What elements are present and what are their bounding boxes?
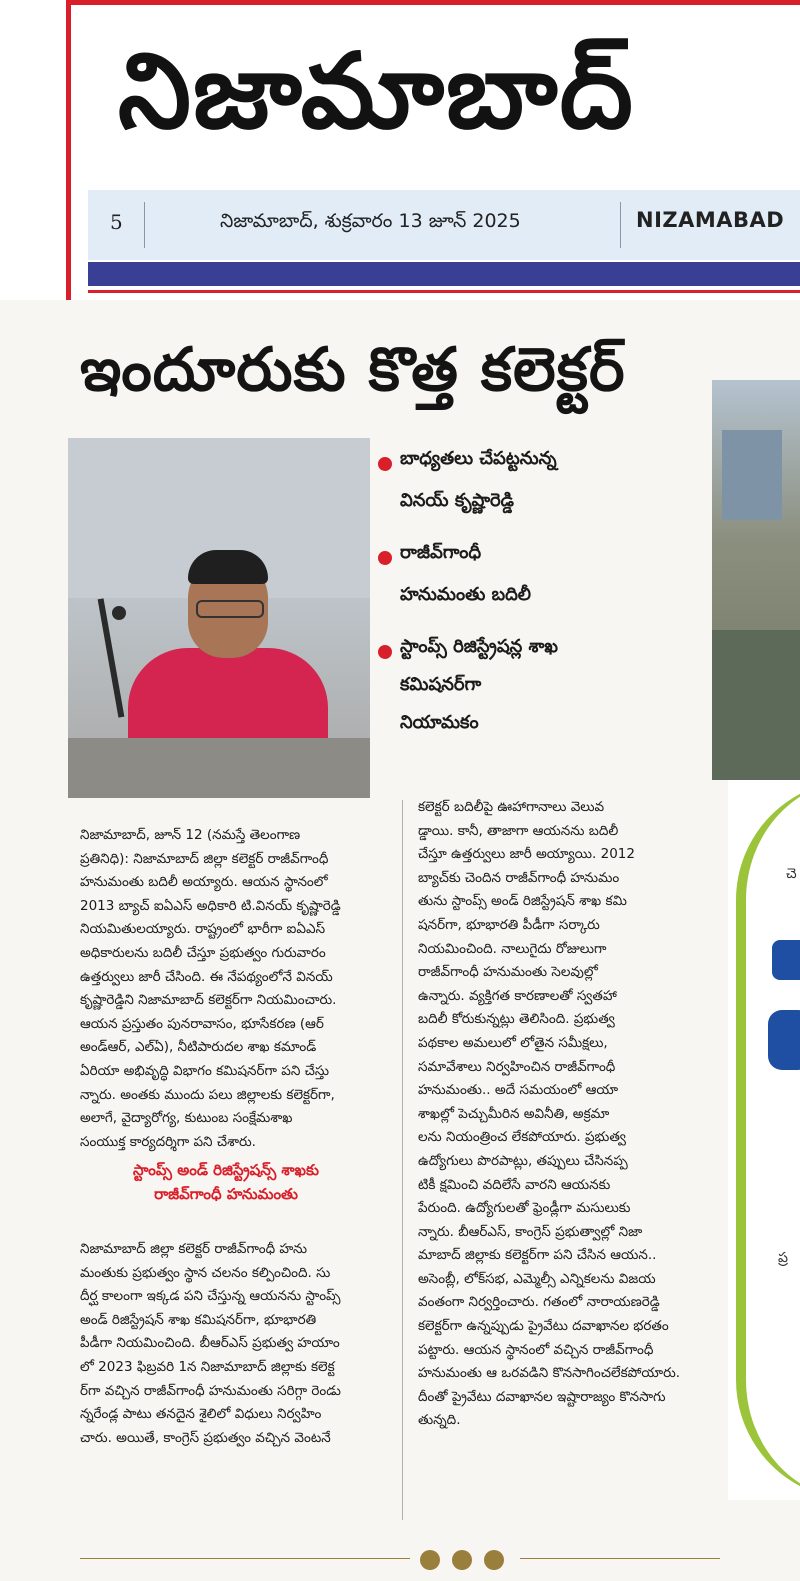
bullet-dot-icon (378, 551, 392, 565)
masthead (0, 0, 800, 300)
article-line: పథకాల అమలులో లోతైన సమీక్షలు, (418, 1034, 608, 1051)
article-line: ఆయన ప్రస్తుతం పునరావాసం, భూసేకరణ (ఆర్ (80, 1015, 324, 1032)
dateline-separator (620, 202, 621, 248)
photo-desk (68, 738, 370, 798)
article-line: పేరుంది. ఉద్యోగులతో ఫ్రెండ్లీగా మసులుకు (418, 1200, 631, 1217)
article-line: సంయుక్త కార్యదర్శిగా పని చేశారు. (80, 1133, 256, 1150)
bullet-line: రాజీవ్‌గాంధీ (400, 542, 482, 563)
article-line: లను నియంత్రించ లేకపోయారు. ప్రభుత్వ (418, 1129, 626, 1146)
masthead-blue-band (88, 262, 800, 286)
article-line: తున్నది. (418, 1412, 461, 1429)
article-line: ఉన్నారు. వ్యక్తిగత కారణాలతో స్వతహా (418, 987, 617, 1004)
article-line: దీంతో ప్రైవేటు దవాఖానల ఇష్టారాజ్యం కొనసాగు (418, 1388, 666, 1405)
article-line: కలెక్టర్‌గా ఉన్నప్పుడు ప్రైవేటు దవాఖానల భరతం (418, 1318, 669, 1335)
article-line: అసెంబ్లీ, లోక్‌సభ, ఎమ్మెల్సీ ఎన్నికలను విజయ (418, 1270, 656, 1287)
article-line: ప్రతినిధి): నిజామాబాద్ జిల్లా కలెక్టర్ రాజీవ్‌గాంధీ (80, 850, 329, 867)
article-line: కలెక్టర్ బదిలీపై ఊహాగానాలు వెలువ (418, 799, 605, 815)
article-column-left-continued (80, 1238, 372, 1450)
bullet-dot-icon (378, 645, 392, 659)
article-line: నియమితులయ్యారు. రాష్ట్రంలో భారీగా ఐఏఎస్ (80, 921, 326, 938)
article-line: ఉత్తర్వులు జారీ చేసింది. ఈ నేపథ్యంలోనే వినయ్ (80, 968, 333, 985)
article-line: న్నారు. అంతకు ముందు పలు జిల్లాలకు కలెక్టర్‌గా, (80, 1086, 335, 1103)
green-arc-decoration (736, 780, 800, 1500)
article-line: నిజామాబాద్ జిల్లా కలెక్టర్ రాజీవ్‌గాంధీ హను (80, 1241, 308, 1257)
photo-person-hair (188, 550, 268, 584)
photo-building (722, 430, 782, 520)
article-line: నిజామాబాద్, జూన్ 12 (నమస్తే తెలంగాణ (80, 827, 301, 843)
article-line: రాజీవ్‌గాంధీ హనుమంతు సెలవుల్లో (418, 964, 598, 981)
adjacent-story-photo (712, 380, 800, 780)
dateline-separator (144, 202, 145, 248)
bullet-line: కమిషనర్‌గా (400, 674, 482, 695)
article-line: న్నరేండ్ల పాటు తనదైన శైలిలో విధులు నిర్వహిం (80, 1406, 322, 1423)
bullet-line: బాధ్యతలు చేపట్టనున్న (400, 448, 557, 469)
article-line: మాబాద్ జిల్లాకు కలెక్టర్‌గా పని చేసిన ఆయన.. (418, 1247, 657, 1264)
bullet-dot-icon (378, 457, 392, 471)
collector-photo (68, 438, 370, 798)
article-line: అండ్ఆర్, ఎల్ఏ), నీటిపారుదల శాఖ కమాండ్ (80, 1039, 317, 1056)
article-line: ఉద్యోగులు పొరపాట్లు, తప్పులు చేసినప్ప (418, 1152, 628, 1169)
blue-text-fragment (772, 940, 800, 980)
article-line: అలాగే, వైద్యారోగ్య, కుటుంబ సంక్షేమశాఖ (80, 1110, 293, 1127)
ornament-dot-icon (452, 1550, 472, 1570)
article-line: వంతంగా నిర్వర్తించారు. గతంలో నారాయణరెడ్డి (418, 1294, 660, 1311)
edition-name: NIZAMABAD (636, 208, 785, 232)
article-line: తును స్టాంప్స్ అండ్ రిజిస్ట్రేషన్ శాఖ కమి (418, 893, 627, 910)
subheading-line: రాజీవ్‌గాంధీ హనుమంతు (154, 1185, 298, 1203)
masthead-top-rule (66, 0, 800, 5)
adjacent-text-fragment: ప్ర (778, 1250, 788, 1266)
article-line: అండ్ రిజిస్ట్రేషన్ శాఖ కమిషనర్‌గా, భూభారతి (80, 1311, 317, 1328)
bullet-line: వినయ్ కృష్ణారెడ్డి (400, 490, 514, 511)
article-subheading (80, 1158, 372, 1206)
article-line: ఏరియా అభివృద్ధి విభాగం కమిషనర్‌గా పని చేస్తు (80, 1062, 330, 1079)
article-line: బ్యాచ్‌కు చెందిన రాజీవ్‌గాంధీ హనుమం (418, 869, 620, 886)
article-line: న్నారు. బీఆర్ఎస్, కాంగ్రెస్ ప్రభుత్వాల్లో నిజా (418, 1223, 643, 1240)
masthead-bottom-rule (88, 290, 800, 293)
article-line: అధికారులను బదిలీ చేస్తూ ప్రభుత్వం గురువారం (80, 944, 326, 961)
photo-water (712, 630, 800, 780)
article-line: కృష్ణారెడ్డిని నిజామాబాద్ కలెక్టర్‌గా నియమించారు. (80, 992, 337, 1009)
bullet-line: నియామకం (400, 712, 479, 733)
article-line: పీడీగా నియమించింది. బీఆర్ఎస్ ప్రభుత్వ హయాం (80, 1335, 340, 1352)
bullet-line: స్టాంప్స్ రిజిస్ట్రేషన్ల శాఖ (400, 636, 559, 657)
page-number: 5 (110, 210, 123, 234)
article-line: చేస్తూ ఉత్తర్వులు జారీ అయ్యాయి. 2012 (418, 846, 635, 863)
photo-person-glasses (196, 600, 264, 618)
article-line: టికీ క్షమించి వదిలేసే వారని ఆయనకు (418, 1176, 611, 1193)
dateline-bar (88, 190, 800, 260)
article-line: ర్‌గా వచ్చిన రాజీవ్‌గాంధీ హనుమంతు సరిగ్గా రెండు (80, 1382, 341, 1399)
article-column-right (418, 796, 718, 1433)
adjacent-text-fragment: చె (786, 866, 797, 882)
ornament-dot-icon (484, 1550, 504, 1570)
footer-rule (80, 1558, 410, 1559)
article-headline: ఇందూరుకు కొత్త కలెక్టర్ (80, 335, 626, 405)
masthead-left-rule (66, 0, 71, 300)
article-line: బదిలీ కోరుకున్నట్లు తెలిసింది. ప్రభుత్వ (418, 1011, 615, 1028)
column-divider (402, 800, 403, 1520)
article-line: హనుమంతు ఆ ఒరవడిని కొనసాగించలేకపోయారు. (418, 1365, 681, 1382)
paper-name: నిజామాబాద్ (118, 30, 635, 152)
footer-rule (520, 1558, 720, 1559)
microphone-head (112, 606, 126, 620)
article-line: షనర్‌గా, భూభారతి పీడీగా సర్కారు (418, 916, 600, 933)
article-line: పట్టారు. ఆయన స్థానంలో వచ్చిన రాజీవ్‌గాంధీ (418, 1341, 654, 1358)
adjacent-story-panel (728, 780, 800, 1500)
date-line: నిజామాబాద్, శుక్రవారం 13 జూన్ 2025 (220, 210, 521, 232)
article-line: 2013 బ్యాచ్ ఐఏఎస్ అధికారి టి.వినయ్ కృష్ణారెడ్డి (80, 897, 341, 914)
article-line: నియమించింది. నాలుగైదు రోజులుగా (418, 940, 607, 957)
ornament-dot-icon (420, 1550, 440, 1570)
article-line: సమావేశాలు నిర్వహించిన రాజీవ్‌గాంధీ (418, 1058, 616, 1075)
article-line: లో 2023 ఫిబ్రవరి 1న నిజామాబాద్ జిల్లాకు కలెక్ట (80, 1358, 335, 1375)
article-line: మంతుకు ప్రభుత్వం స్థాన చలనం కల్పించింది. సు (80, 1264, 331, 1281)
blue-text-fragment (768, 1010, 800, 1070)
bullet-line: హనుమంతు బదిలీ (400, 584, 531, 605)
article-line: డ్డాయి. కానీ, తాజాగా ఆయనను బదిలీ (418, 822, 619, 839)
article-line: చారు. అయితే, కాంగ్రెస్ ప్రభుత్వం వచ్చిన వెంటనే (80, 1429, 331, 1446)
highlight-bullets (378, 448, 708, 748)
article-line: శాఖల్లో పెచ్చుమీరిన అవినీతి, అక్రమా (418, 1105, 610, 1122)
article-line: హనుమంతు.. అదే సమయంలో ఆయా (418, 1082, 619, 1099)
article-line: హనుమంతు బదిలీ అయ్యారు. ఆయన స్థానంలో (80, 874, 328, 891)
article-column-left (80, 824, 372, 1154)
footer-ornament (420, 1546, 510, 1572)
subheading-line: స్టాంప్స్ అండ్ రిజిస్ట్రేషన్స్ శాఖకు (133, 1161, 319, 1179)
article-line: దీర్ఘ కాలంగా ఇక్కడ పని చేస్తున్న ఆయనను స్టాంప్స్ (80, 1288, 341, 1305)
